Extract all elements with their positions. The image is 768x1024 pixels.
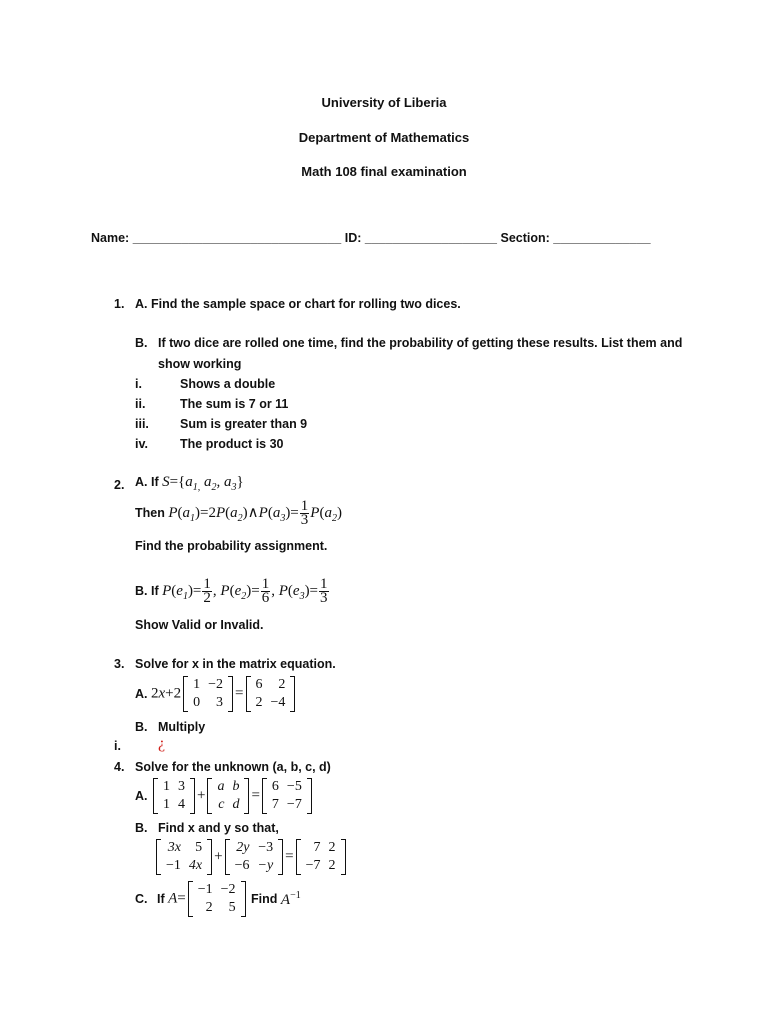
q2-b-label: B. If (135, 583, 159, 598)
q4-part-a: A. 1 3 1 4 + a b c d = 6 −5 7 −7 (135, 778, 314, 814)
q4-c-matrix: −1 −2 2 5 (187, 881, 247, 917)
q1-item-num: ii. (135, 397, 146, 411)
q3-b-label: B. (135, 720, 148, 734)
q3-scalar-term: 2x+2 (150, 685, 182, 702)
q4-a-matrix-2: a b c d (206, 778, 250, 814)
q4-a-matrix-3: 6 −5 7 −7 (261, 778, 313, 814)
q3-i-label: i. (114, 739, 121, 753)
q4-c-if: If (156, 892, 165, 906)
inverse-matrix-symbol: $A^{-1}$ (280, 889, 301, 908)
q2-part-a (135, 474, 244, 493)
q3-rhs-matrix: 6 2 2 −4 (245, 676, 297, 712)
q3-title: Solve for x in the matrix equation. (135, 657, 336, 671)
q4-part-b-equation: 3x 5 −1 4x + 2y −3 −6 −y = 7 2 −7 2 (154, 839, 348, 875)
q4-c-label: C. (135, 892, 148, 906)
q2-number: 2. (114, 478, 125, 492)
q1-number: 1. (114, 297, 125, 311)
q2-find-assignment: Find the probability assignment. (135, 539, 328, 553)
matrix-a-symbol: A= (168, 890, 186, 907)
q1-part-b-line1: If two dice are rolled one time, find the probability of getting these results. List them and (158, 336, 683, 350)
q2-show-valid: Show Valid or Invalid. (135, 618, 264, 632)
q3-lhs-matrix: 1 −2 0 3 (182, 676, 234, 712)
department-title: Department of Mathematics (298, 130, 470, 145)
q1-item-text: The sum is 7 or 11 (180, 397, 289, 411)
q4-b-matrix-2: 2y −3 −6 −y (224, 839, 285, 875)
name-label: Name: (91, 231, 130, 245)
q4-a-matrix-1: 1 3 1 4 (152, 778, 196, 814)
q2-then-line (135, 500, 342, 527)
q3-b-text: Multiply (158, 720, 206, 734)
q1-part-b-letter: B. (135, 336, 148, 350)
id-label: ID: (344, 231, 362, 245)
id-blank: ___________________ (364, 231, 497, 245)
q1-item-num: iii. (135, 417, 149, 431)
q1-item-num: i. (135, 377, 142, 391)
q3-a-label: A. (135, 687, 148, 701)
q4-b-label: B. (135, 821, 148, 835)
probability-relation-formula: $P(a_1)=2P(a_2)\wedge P(a_3)=$ $\frac{1}{3}$ $P(a_2)$ (168, 498, 342, 528)
student-info-line (91, 231, 651, 245)
q4-title: Solve for the unknown (a, b, c, d) (135, 760, 331, 774)
q4-c-find: Find (251, 892, 278, 906)
q4-b-matrix-3: 7 2 −7 2 (295, 839, 347, 875)
q2-a-label: A. If (135, 475, 159, 489)
q4-b-text: Find x and y so that, (158, 821, 279, 835)
q1-part-a: A. Find the sample space or chart for rolling two dices. (135, 297, 461, 311)
q4-part-c (135, 881, 301, 917)
q3-number: 3. (114, 657, 125, 671)
section-label: Section: (500, 231, 550, 245)
section-blank: ______________ (553, 231, 651, 245)
name-blank: ______________________________ (132, 231, 342, 245)
sample-space-formula: $S=\{a_{1,}$ $a_2$, $a_3$} (162, 474, 244, 493)
q3-part-a: A. 2x+2 1 −2 0 3 = 6 2 2 −4 (135, 676, 297, 712)
q4-number: 4. (114, 760, 125, 774)
q1-item-num: iv. (135, 437, 148, 451)
q2-then-label: Then (135, 505, 165, 520)
q1-item-text: Sum is greater than 9 (180, 417, 308, 431)
event-probabilities-formula: $P(e_1)=$ $\frac{1}{2}$ , $P(e_2)=$ $\frac{1}{6}$ , $P(e_3)=$ $\frac{1}{3}$ (162, 576, 328, 606)
q3-placeholder-symbol: ¿ (158, 735, 166, 752)
exam-title: Math 108 final examination (301, 164, 467, 179)
q4-a-label: A. (135, 789, 148, 803)
q4-b-matrix-1: 3x 5 −1 4x (155, 839, 213, 875)
q1-part-b-line2: show working (158, 357, 242, 371)
q2-part-b (135, 578, 330, 605)
q1-item-text: Shows a double (180, 377, 276, 391)
q1-item-text: The product is 30 (180, 437, 284, 451)
university-title: University of Liberia (321, 95, 447, 110)
